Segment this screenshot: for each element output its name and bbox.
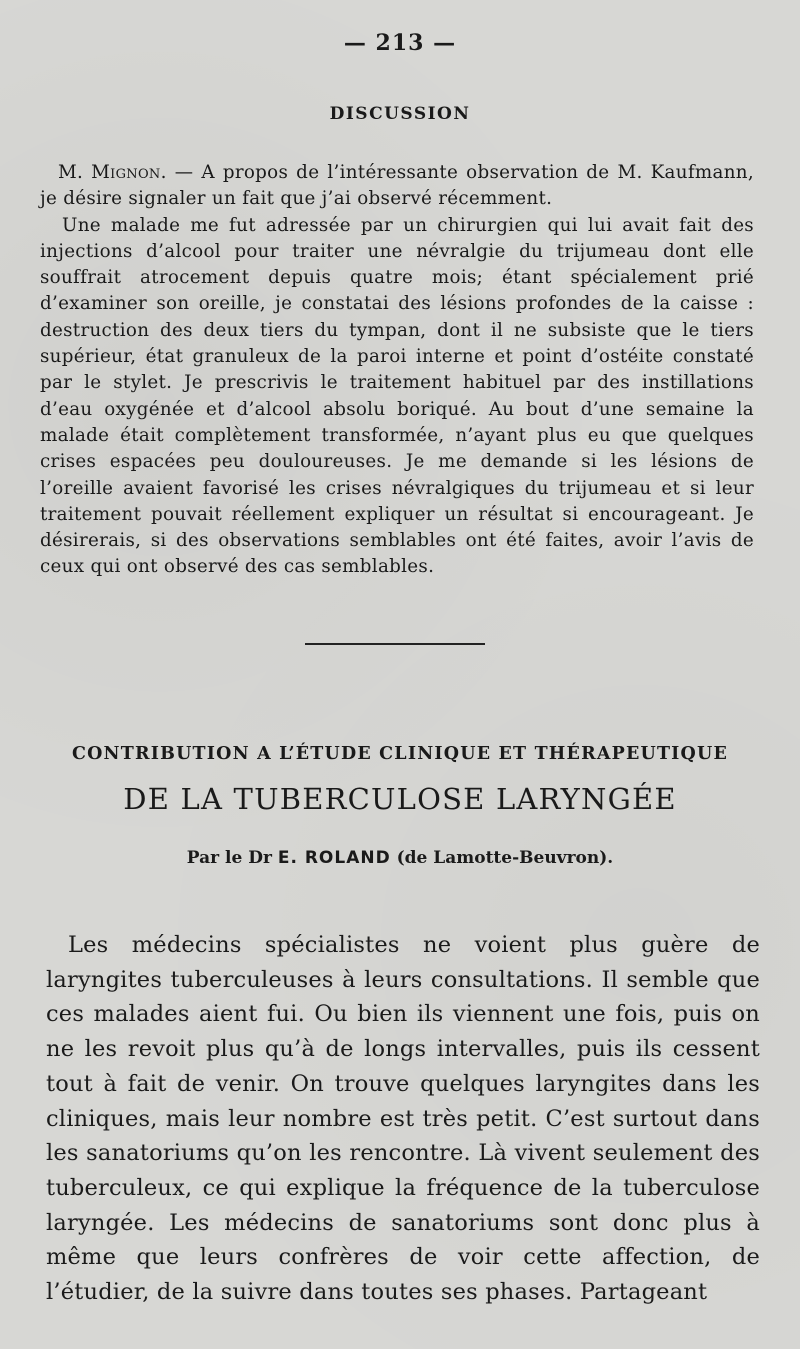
speaker-name: M. Mignon. — [58, 162, 167, 183]
byline-prefix: Par le Dr — [186, 848, 278, 868]
discussion-heading: DISCUSSION — [329, 104, 471, 124]
discussion-block — [40, 160, 754, 581]
article-paragraph-1: Les médecins spécialistes ne voient plus guère de laryngites tuberculeuses à leurs consultations. Il semble que ces malades aient fui. Ou bien ils viennent une fois, puis on ne les revoit plus qu’à de longs intervalles, puis ils cessent tout à fait de venir. On trouve quelques laryngites dans les cliniques, mais leur nombre est très petit. C’est surtout dans les sanatoriums qu’on les rencontre. Là vivent seulement des tuberculeux, ce qui explique la fréquence de la tuberculose laryngée. Les médecins de sanatoriums sont donc plus à même que leurs confrères de voir cette affection, de l’étudier, de la suivre dans toutes ses phases. Partageant — [46, 932, 760, 1306]
article-byline — [0, 848, 800, 868]
article-title-line-1: CONTRIBUTION A L’ÉTUDE CLINIQUE ET THÉRAPEUTIQUE — [71, 744, 729, 764]
section-divider — [305, 643, 485, 645]
byline-author: E. ROLAND — [277, 848, 391, 868]
article-title-line-2: DE LA TUBERCULOSE LARYNGÉE — [123, 782, 677, 816]
discussion-paragraph-1-text: — A propos de l’intéressante observation de M. Kaufmann, je désire signaler un fait que j’ai observé récemment. — [40, 162, 754, 210]
discussion-paragraph-1 — [40, 160, 754, 213]
page-number: — 213 — — [343, 30, 457, 56]
discussion-paragraph-2: Une malade me fut adressée par un chirurgien qui lui avait fait des injections d’alcool pour traiter une névralgie du trijumeau dont elle souffrait atrocement depuis quatre mois; étant spécialement prié d’examiner son oreille, je constatai des lésions profondes de la caisse : destruction des deux tiers du tympan, dont il ne subsiste que le tiers supérieur, état granuleux de la paroi interne et point d’ostéite constaté par le stylet. Je prescrivis le traitement habituel par des instillations d’eau oxygénée et d’alcool absolu boriqué. Au bout d’une semaine la malade était complètement transformée, n’ayant plus eu que quelques crises espacées peu douloureuses. Je me demande si les lésions de l’oreille avaient favorisé les crises névralgiques du trijumeau et si leur traitement pouvait réellement expliquer un résultat si encourageant. Je désirerais, si des observations semblables ont été faites, avoir l’avis de ceux qui ont observé des cas semblables. — [40, 214, 754, 578]
byline-suffix: (de Lamotte-Beuvron). — [390, 848, 614, 868]
article-body — [46, 928, 760, 1310]
